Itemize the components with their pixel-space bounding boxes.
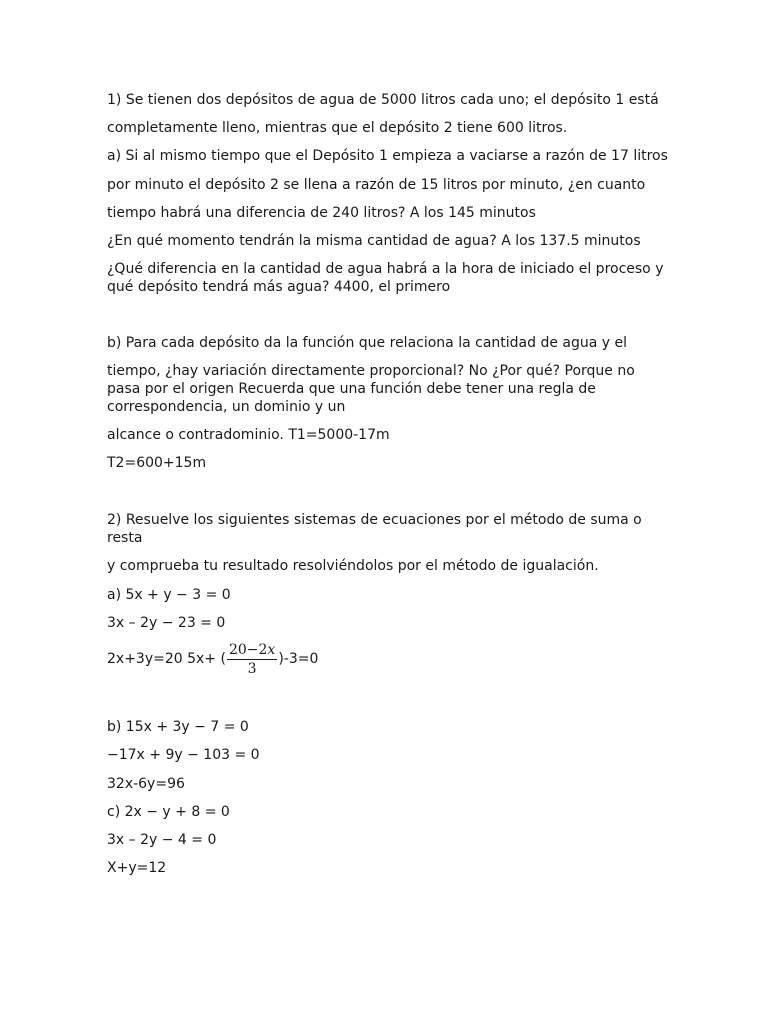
fraction-numerator bbox=[227, 642, 277, 660]
fraction-denominator: 3 bbox=[247, 660, 257, 677]
problem2-a-equation2: 3x – 2y − 23 = 0 bbox=[107, 615, 226, 631]
problem1-b-line6: T2=600+15m bbox=[107, 455, 207, 471]
problem1-b-line5: alcance o contradominio. T1=5000-17m bbox=[107, 427, 390, 443]
problem2-c-equation1: c) 2x − y + 8 = 0 bbox=[107, 804, 230, 820]
problem2-a-work bbox=[107, 640, 318, 678]
problem2-c-work: X+y=12 bbox=[107, 860, 167, 876]
problem2-intro-line1: 2) Resuelve los siguientes sistemas de ecuaciones por el método de suma o bbox=[107, 512, 642, 528]
problem2-c-equation2: 3x – 2y − 4 = 0 bbox=[107, 832, 217, 848]
problem2-a-equation1: a) 5x + y − 3 = 0 bbox=[107, 587, 231, 603]
problem1-a-line3: tiempo habrá una diferencia de 240 litros? A los 145 minutos bbox=[107, 205, 536, 221]
problem1-b-line1: b) Para cada depósito da la función que relaciona la cantidad de agua y el bbox=[107, 335, 628, 351]
fraction-numerator-constant: 20−2 bbox=[228, 641, 268, 658]
problem1-a-line4: ¿En qué momento tendrán la misma cantidad de agua? A los 137.5 minutos bbox=[107, 233, 641, 249]
document-page bbox=[107, 0, 667, 1024]
problem1-b-line3: pasa por el origen Recuerda que una función debe tener una regla de bbox=[107, 381, 596, 397]
problem1-b-line4: correspondencia, un dominio y un bbox=[107, 399, 346, 415]
problem1-b-line2: tiempo, ¿hay variación directamente proporcional? No ¿Por qué? Porque no bbox=[107, 363, 635, 379]
problem1-intro-line2: completamente lleno, mientras que el depósito 2 tiene 600 litros. bbox=[107, 120, 568, 136]
problem2-b-equation2: −17x + 9y − 103 = 0 bbox=[107, 747, 260, 763]
problem2-b-equation1: b) 15x + 3y − 7 = 0 bbox=[107, 719, 249, 735]
problem2-b-work: 32x-6y=96 bbox=[107, 776, 185, 792]
problem1-a-line5: ¿Qué diferencia en la cantidad de agua habrá a la hora de iniciado el proceso y bbox=[107, 261, 664, 277]
fraction-numerator-variable: x bbox=[267, 641, 276, 658]
problem1-a-line6: qué depósito tendrá más agua? 4400, el primero bbox=[107, 279, 451, 295]
problem2-intro-line3: y comprueba tu resultado resolviéndolos por el método de igualación. bbox=[107, 558, 599, 574]
fraction bbox=[227, 642, 277, 677]
problem1-a-line2: por minuto el depósito 2 se llena a razón de 15 litros por minuto, ¿en cuanto bbox=[107, 177, 646, 193]
problem2-a-work-prefix: 2x+3y=20 5x+ ( bbox=[107, 651, 226, 667]
problem1-a-line1: a) Si al mismo tiempo que el Depósito 1 empieza a vaciarse a razón de 17 litros bbox=[107, 148, 668, 164]
problem1-intro-line1: 1) Se tienen dos depósitos de agua de 5000 litros cada uno; el depósito 1 está bbox=[107, 92, 659, 108]
problem2-intro-line2: resta bbox=[107, 530, 143, 546]
problem2-a-work-suffix: )-3=0 bbox=[278, 651, 319, 667]
